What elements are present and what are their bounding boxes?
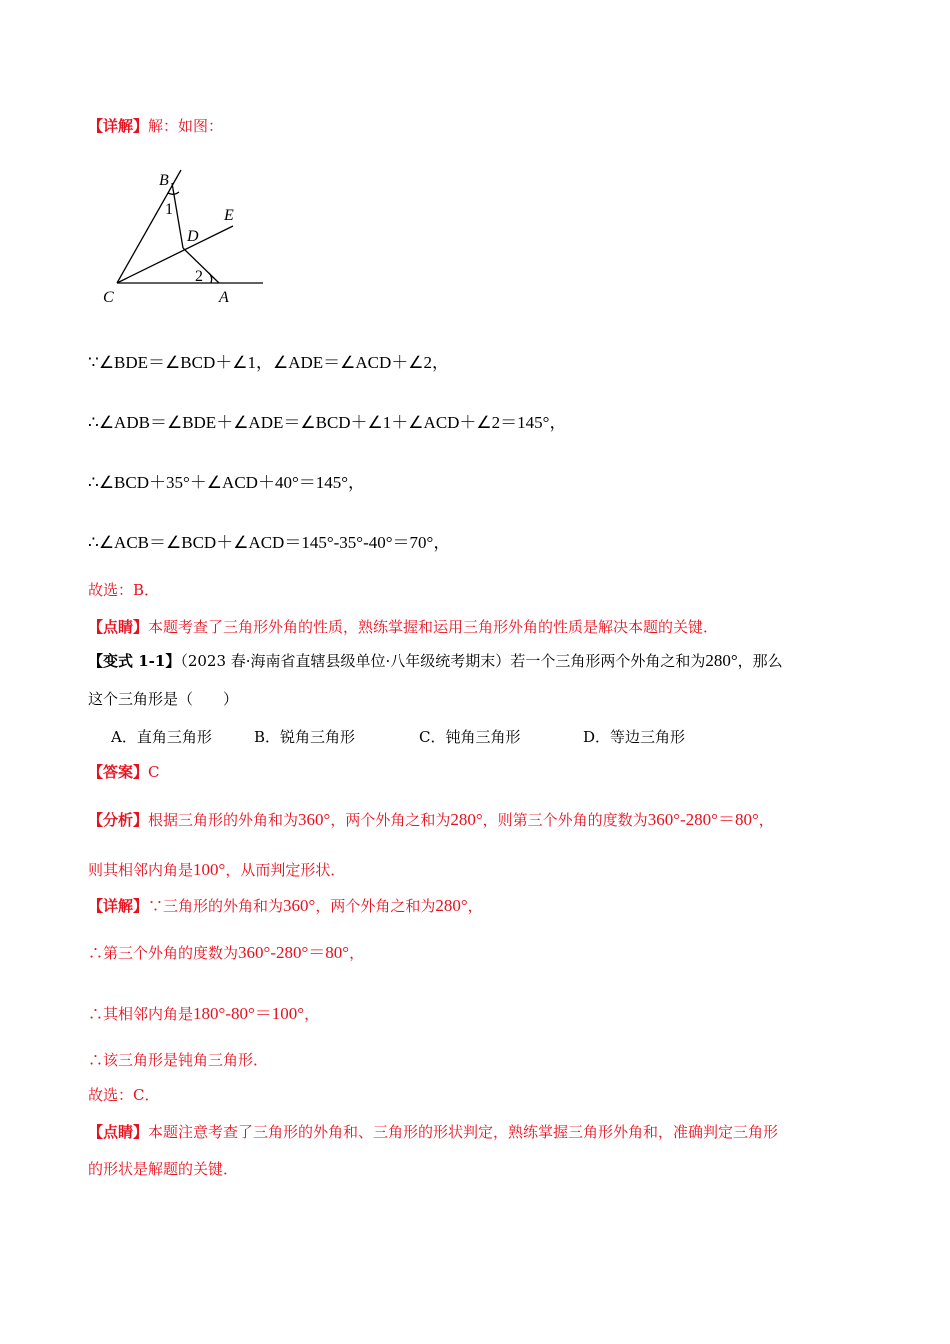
detail2-line2-tail: ， (349, 944, 365, 962)
label-c: C (103, 289, 114, 306)
detail2-line3-tail: ， (304, 1005, 320, 1023)
detail2-line2-value: 360°-280°＝80° (238, 943, 350, 962)
line-cb (117, 170, 181, 283)
detail-heading (88, 116, 223, 136)
equation-4: ∴∠ACB＝∠BCD＋∠ACD＝145°-35°-40°＝70°， (88, 533, 451, 552)
option-d: D．等边三角形 (583, 728, 686, 746)
analysis-value-2: 280° (450, 810, 483, 829)
choose-c: 故选：C． (88, 1086, 160, 1104)
triangle-figure (95, 160, 275, 310)
comment-2-line1 (88, 1122, 778, 1142)
label-angle-1: 1 (165, 201, 173, 218)
label-e: E (224, 207, 234, 224)
analysis-text-2: ，两个外角之和为 (330, 811, 451, 829)
analysis-text-4: ， (758, 811, 774, 829)
detail-text: 解：如图： (148, 117, 224, 135)
comment-1 (88, 617, 718, 637)
detail2-line3-text: ∴其相邻内角是 (88, 1005, 194, 1023)
equation-3: ∴∠BCD＋35°＋∠ACD＋40°＝145°， (88, 473, 366, 492)
label-d: D (187, 228, 199, 245)
detail2-value-2: 280° (435, 896, 468, 915)
comment-text: 本题考查了三角形外角的性质，熟练掌握和运用三角形外角的性质是解决本题的关键． (148, 618, 719, 636)
detail2-line1 (88, 896, 483, 916)
analysis-tag: 【分析】 (88, 811, 149, 829)
variant-question-num: 280° (705, 651, 738, 670)
option-a: A．直角三角形 (111, 728, 212, 746)
variant-source: （2023 春·海南省直辖县级单位·八年级统考期末） (180, 652, 511, 670)
variant-question-line2: 这个三角形是（ ） (88, 690, 239, 708)
answer-tag: 【答案】 (88, 763, 149, 781)
detail2-line3-value: 180°-80°＝100° (193, 1004, 305, 1023)
detail2-text-2: ，两个外角之和为 (315, 897, 436, 915)
detail2-line2 (88, 943, 364, 963)
variant-tag: 【变式 1-1】 (88, 652, 181, 670)
analysis-text-1: 根据三角形的外角和为 (148, 811, 299, 829)
variant-question-line1 (88, 651, 783, 671)
detail2-line4: ∴该三角形是钝角三角形． (88, 1051, 269, 1069)
comment2-tag: 【点睛】 (88, 1123, 149, 1141)
analysis-text-3: ，则第三个外角的度数为 (482, 811, 648, 829)
choose-b: 故选：B． (88, 581, 160, 599)
analysis-line2-tail: ，从而判定形状． (225, 861, 346, 879)
label-a: A (219, 289, 229, 306)
analysis-value-3: 360°-280°＝80° (647, 810, 759, 829)
answer (88, 762, 160, 782)
analysis-value-1: 360° (298, 810, 331, 829)
detail2-line3 (88, 1004, 319, 1024)
detail2-text-3: ， (467, 897, 483, 915)
detail2-value-1: 360° (283, 896, 316, 915)
detail2-line2-text: ∴第三个外角的度数为 (88, 944, 239, 962)
option-b: B．锐角三角形 (254, 728, 356, 746)
line-ce (117, 226, 233, 283)
analysis-line2 (88, 860, 345, 880)
equation-2: ∴∠ADB＝∠BDE＋∠ADE＝∠BCD＋∠1＋∠ACD＋∠2＝145°， (88, 413, 567, 432)
label-angle-2: 2 (195, 268, 203, 285)
detail2-tag: 【详解】 (88, 897, 149, 915)
analysis-line2-value: 100° (193, 860, 226, 879)
label-b: B (159, 172, 169, 189)
answer-text: C (148, 763, 160, 781)
analysis-line1 (88, 810, 774, 830)
equation-1: ∵∠BDE＝∠BCD＋∠1，∠ADE＝∠ACD＋∠2， (88, 353, 450, 372)
variant-question-a: 若一个三角形两个外角之和为 (510, 652, 706, 670)
comment-2-line2: 的形状是解题的关键． (88, 1160, 239, 1178)
detail-tag: 【详解】 (88, 117, 149, 135)
analysis-line2-text: 则其相邻内角是 (88, 861, 194, 879)
variant-question-b: ，那么 (737, 652, 783, 670)
comment2-text-1: 本题注意考查了三角形的外角和、三角形的形状判定，熟练掌握三角形外角和，准确判定三角形 (148, 1123, 779, 1141)
option-c: C．钝角三角形 (419, 728, 521, 746)
comment-tag: 【点睛】 (88, 618, 149, 636)
detail2-text-1: ∵三角形的外角和为 (148, 897, 284, 915)
